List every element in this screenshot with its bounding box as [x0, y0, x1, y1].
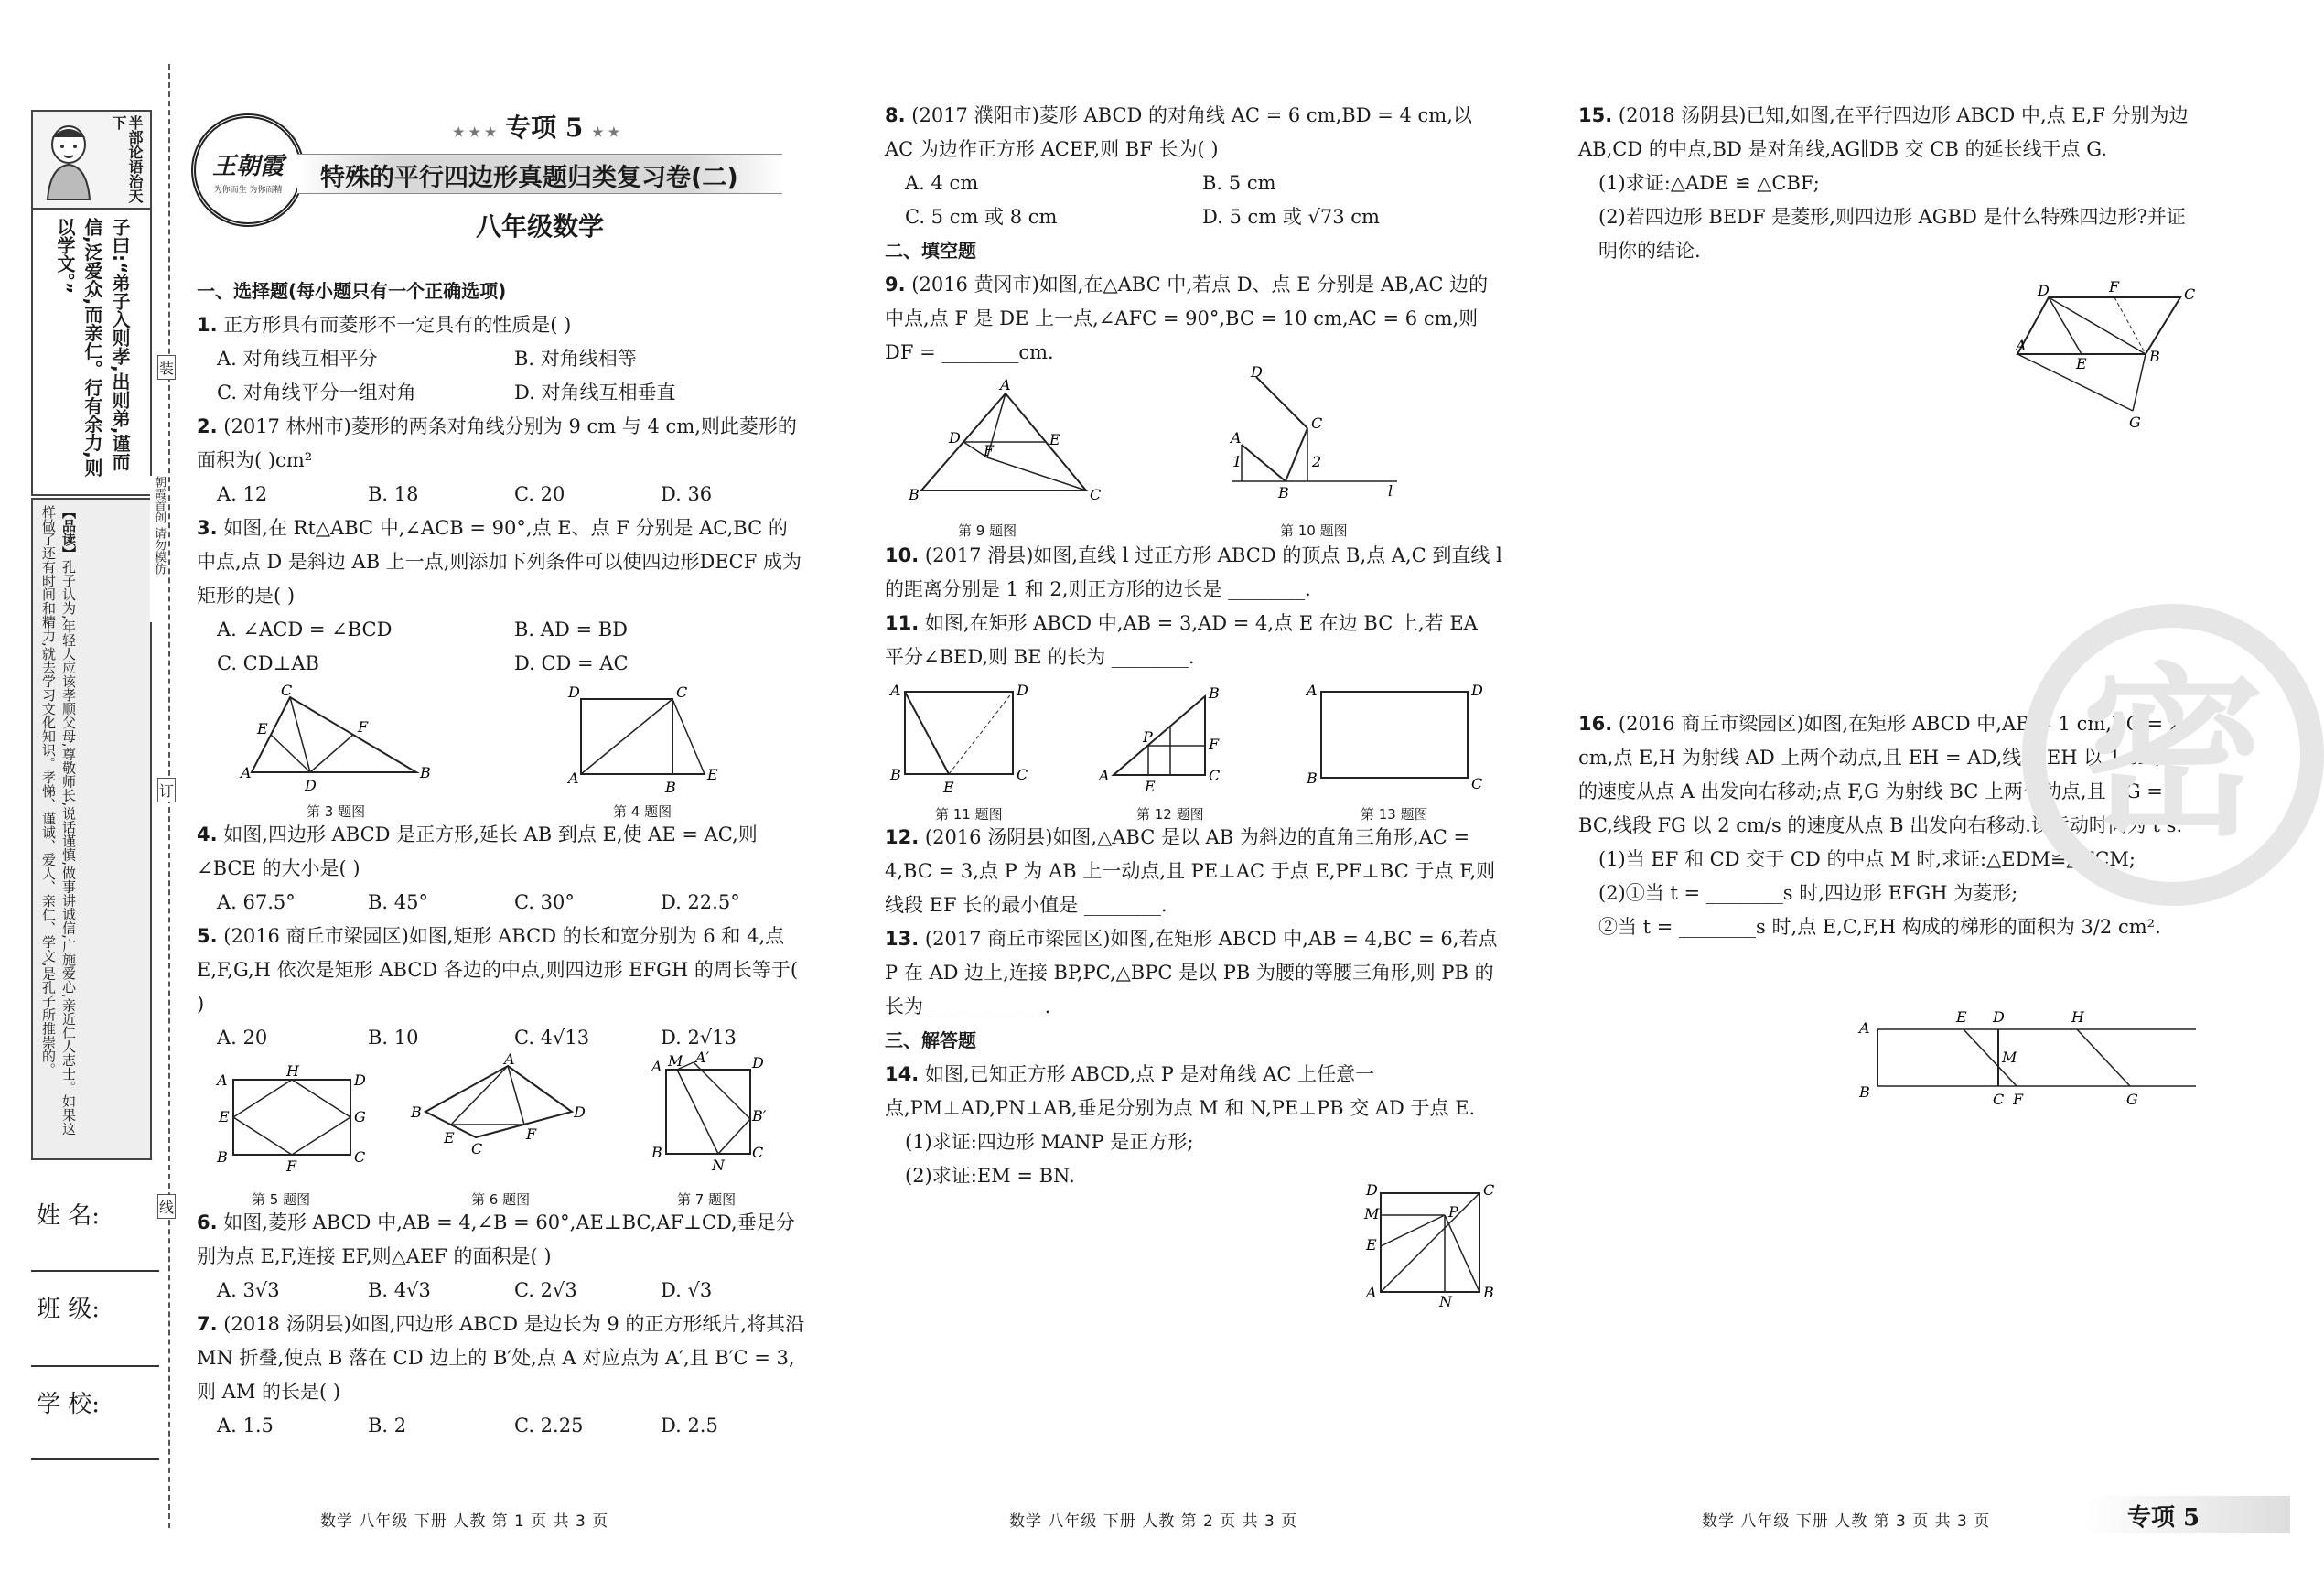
seal-mark-2: 订: [157, 778, 176, 802]
svg-text:E: E: [943, 779, 954, 796]
q2-option-d[interactable]: D. 36: [661, 483, 713, 505]
figure-3: [233, 681, 471, 800]
svg-text:B: B: [890, 766, 901, 783]
svg-text:A: A: [217, 1071, 228, 1089]
svg-text:F: F: [358, 718, 369, 736]
figure-6-caption: 第 6 题图: [471, 1191, 531, 1208]
figures-5-6-7: [197, 1049, 805, 1208]
figure-7-caption: 第 7 题图: [677, 1191, 737, 1208]
svg-text:P: P: [1143, 728, 1153, 746]
question-11: 11. 如图,在矩形 ABCD 中,AB = 3,AD = 4,点 E 在边 BC 上,若 EA 平分∠BED,则 BE 的长为 ________.: [885, 612, 1478, 668]
q7-option-d[interactable]: D. 2.5: [661, 1415, 718, 1437]
svg-text:2: 2: [1312, 453, 1322, 470]
svg-text:B: B: [1483, 1284, 1494, 1301]
q2-option-c[interactable]: C. 20: [514, 483, 565, 505]
q8-options-2: [885, 200, 1502, 234]
q15-part-2: (2)若四边形 BEDF 是菱形,则四边形 AGBD 是什么特殊四边形?并证明你的结论.: [1598, 206, 2186, 262]
svg-text:A: A: [1000, 376, 1011, 393]
figure-11: [885, 679, 1040, 798]
q5-option-c[interactable]: C. 4√13: [514, 1027, 590, 1049]
svg-text:E: E: [219, 1108, 230, 1125]
school-label: 学 校:: [37, 1391, 101, 1418]
q3-options-2: [197, 647, 805, 681]
question-4: 4. 如图,四边形 ABCD 是正方形,延长 AB 到点 E,使 AE = AC,则∠BCE 的大小是( ): [197, 823, 758, 879]
svg-text:A: A: [1231, 429, 1242, 447]
svg-text:D: D: [568, 683, 580, 701]
q15-part-1: (1)求证:△ADE ≌ △CBF;: [1598, 172, 1820, 194]
q4-options: [197, 886, 805, 920]
figure-6: [407, 1050, 586, 1174]
figure-5-caption: 第 5 题图: [252, 1191, 311, 1208]
svg-text:B: B: [651, 1144, 662, 1161]
q16-part-1: (1)当 EF 和 CD 交于 CD 的中点 M 时,求证:△EDM≌△FCM;: [1598, 848, 2136, 870]
q6-option-a[interactable]: A. 3√3: [217, 1279, 280, 1301]
svg-text:B: B: [665, 779, 676, 796]
q1-option-a[interactable]: A. 对角线互相平分: [217, 348, 378, 370]
figure-12: [1095, 674, 1251, 798]
watermark-seal: [2022, 604, 2324, 906]
svg-text:C: C: [1993, 1091, 2005, 1108]
left-margin: [0, 0, 174, 1593]
figure-4-caption: 第 4 题图: [613, 803, 672, 820]
seal-mark-3: 线: [157, 1194, 176, 1219]
svg-text:F: F: [286, 1157, 297, 1175]
svg-text:N: N: [712, 1157, 725, 1174]
svg-text:D: D: [1017, 682, 1028, 699]
reading-label: 【品读】: [60, 505, 77, 560]
q1-options-2: [197, 376, 805, 410]
watermark-char: 密: [2081, 648, 2265, 861]
figure-10-caption: 第 10 题图: [1280, 522, 1348, 539]
svg-text:M: M: [1364, 1205, 1380, 1222]
svg-text:G: G: [2129, 414, 2141, 431]
q1-option-c[interactable]: C. 对角线平分一组对角: [217, 382, 416, 404]
figures-3-4: [197, 681, 805, 818]
figure-15: [2017, 279, 2219, 435]
question-16: 16. (2016 商丘市梁园区)如图,在矩形 ABCD 中,AB = 1 cm,BC = 2 cm,点 E,H 为射线 AD 上两个动点,且 EH = AD,线段 EH 以 1 cm/s 的速度从点 A 出发向右移动;点 F,G 为射线 BC 上两个动点,且 FG = BC,线段 FG 以 2 cm/s 的速度从点 B 出发向右移动.设运动时间为 t s.: [1578, 713, 2183, 836]
svg-text:C: C: [1311, 414, 1323, 432]
question-15: 15. (2018 汤阴县)已知,如图,在平行四边形 ABCD 中,点 E,F 分别为边 AB,CD 的中点,BD 是对角线,AG∥DB 交 CB 的延长线于点 G.: [1578, 104, 2189, 160]
svg-text:l: l: [1388, 482, 1393, 500]
svg-text:C: C: [281, 682, 293, 699]
q5-option-b[interactable]: B. 10: [368, 1027, 419, 1049]
svg-text:C: C: [354, 1148, 366, 1166]
question-7: 7. (2018 汤阴县)如图,四边形 ABCD 是边长为 9 的正方形纸片,将其沿 MN 折叠,使点 B 落在 CD 边上的 B′处,点 A 对应点为 A′,且 B′C = 3,则 AM 的长是( ): [197, 1313, 805, 1403]
svg-text:F: F: [984, 442, 995, 459]
copyright-note: 朝霞首创 请勿模仿: [150, 476, 167, 622]
q4-option-b[interactable]: B. 45°: [368, 891, 429, 913]
svg-text:D: D: [354, 1071, 366, 1089]
figure-16: [1857, 1002, 2205, 1112]
svg-text:A: A: [1859, 1019, 1870, 1037]
q7-option-c[interactable]: C. 2.25: [514, 1415, 584, 1437]
svg-text:P: P: [1448, 1203, 1458, 1221]
svg-text:D: D: [2038, 282, 2050, 299]
q14-part-1: (1)求证:四边形 MANP 是正方形;: [905, 1131, 1194, 1153]
svg-text:F: F: [1209, 736, 1220, 753]
svg-text:E: E: [1145, 778, 1156, 795]
svg-text:B: B: [909, 486, 920, 503]
logo-badge: [191, 113, 305, 227]
figure-4: [563, 681, 746, 800]
svg-text:B′: B′: [752, 1107, 767, 1125]
question-6: 6. 如图,菱形 ABCD 中,AB = 4,∠B = 60°,AE⊥BC,AF⊥CD,垂足分别为点 E,F,连接 EF,则△AEF 的面积是( ): [197, 1211, 795, 1267]
page-title: 特殊的平行四边形真题归类复习卷(二): [320, 164, 738, 192]
figure-9-caption: 第 9 题图: [958, 522, 1017, 539]
q4-option-d[interactable]: D. 22.5°: [661, 891, 740, 913]
svg-text:E: E: [1366, 1236, 1377, 1254]
svg-text:A: A: [568, 770, 579, 787]
svg-text:C: C: [676, 683, 688, 701]
svg-text:D: D: [1993, 1008, 2005, 1026]
svg-text:C: C: [752, 1144, 764, 1161]
logo-slogan: 为你而生 为你而精: [213, 186, 283, 195]
reading-body: 孔子认为,年轻人应该孝顺父母,尊敬师长,说话谨慎,做事讲诚信,广施爱心,亲近仁人志士。如果这样做了还有时间和精力,就去学习文化知识。孝悌、谨诚、爱人、亲仁、学文,是孔子所推崇的。: [40, 505, 77, 1136]
topic-text: 专项 5: [505, 113, 584, 143]
footer-page-2: 数学 八年级 下册 人教 第 2 页 共 3 页: [1009, 1512, 1298, 1531]
svg-text:C: C: [1017, 766, 1028, 783]
q7-option-a[interactable]: A. 1.5: [217, 1415, 274, 1437]
figure-11-caption: 第 11 题图: [935, 806, 1003, 823]
q16-part-3: ②当 t = ________s 时,点 E,C,F,H 构成的梯形的面积为 3/2 cm².: [1598, 916, 2161, 938]
figure-10: [1223, 363, 1406, 507]
section-1-title: 一、选择题(每小题只有一个正确选项): [197, 280, 507, 302]
svg-text:C: C: [1090, 486, 1102, 503]
svg-text:E: E: [257, 720, 268, 737]
figure-13: [1301, 679, 1493, 798]
svg-text:A: A: [1099, 767, 1110, 784]
star-icon: ★ ★ ★: [453, 125, 497, 140]
header: [188, 101, 810, 256]
svg-text:E: E: [1956, 1008, 1967, 1026]
q5-option-a[interactable]: A. 20: [217, 1027, 268, 1049]
figures-9-10: [885, 363, 1502, 539]
question-5: 5. (2016 商丘市梁园区)如图,矩形 ABCD 的长和宽分别为 6 和 4,点 E,F,G,H 依次是矩形 ABCD 各边的中点,则四边形 EFGH 的周长等于( ): [197, 925, 799, 1015]
q1-option-b[interactable]: B. 对角线相等: [514, 348, 637, 370]
star-icon: ★ ★: [592, 125, 620, 140]
logo-text: 王朝霞: [211, 153, 284, 180]
svg-text:A′: A′: [695, 1049, 710, 1066]
svg-text:A: A: [1366, 1284, 1377, 1301]
svg-text:M: M: [2002, 1049, 2017, 1066]
q8-option-b[interactable]: B. 5 cm: [1202, 172, 1276, 194]
question-9: 9. (2016 黄冈市)如图,在△ABC 中,若点 D、点 E 分别是 AB,AC 边的中点,点 F 是 DE 上一点,∠AFC = 90°,BC = 10 cm,AC = 6 cm,则 DF = ________cm.: [885, 274, 1489, 363]
footer-page-3: 数学 八年级 下册 人教 第 3 页 共 3 页: [1702, 1512, 1991, 1531]
svg-text:F: F: [2109, 278, 2120, 296]
svg-text:D: D: [949, 429, 961, 447]
figure-3-caption: 第 3 题图: [307, 803, 366, 820]
figures-11-12-13: [885, 674, 1502, 821]
question-3: 3. 如图,在 Rt△ABC 中,∠ACB = 90°,点 E、点 F 分别是 AC,BC 的中点,点 D 是斜边 AB 上一点,则添加下列条件可以使四边形DECF 成为矩形的是( ): [197, 517, 802, 607]
q6-option-b[interactable]: B. 4√3: [368, 1279, 431, 1301]
svg-text:D: D: [1471, 682, 1483, 699]
svg-text:C: C: [471, 1140, 483, 1157]
q1-option-d[interactable]: D. 对角线互相垂直: [514, 382, 676, 404]
svg-text:B: B: [217, 1148, 228, 1166]
q3-option-d[interactable]: D. CD = AC: [514, 652, 629, 674]
q3-option-c[interactable]: C. CD⊥AB: [217, 652, 319, 674]
q1-options: [197, 342, 805, 376]
svg-text:F: F: [526, 1125, 537, 1143]
svg-text:A: A: [890, 682, 901, 699]
svg-text:E: E: [2076, 355, 2087, 372]
svg-text:A: A: [504, 1050, 515, 1068]
question-10: 10. (2017 滑县)如图,直线 l 过正方形 ABCD 的顶点 B,点 A,C 到直线 l 的距离分别是 1 和 2,则正方形的边长是 ________.: [885, 544, 1502, 600]
question-2: 2. (2017 林州市)菱形的两条对角线分别为 9 cm 与 4 cm,则此菱形的面积为( )cm²: [197, 415, 797, 471]
figure-13-caption: 第 13 题图: [1361, 806, 1428, 823]
svg-text:B: B: [1859, 1083, 1870, 1101]
q3-options: [197, 613, 805, 647]
q5-options: [197, 1021, 805, 1055]
seal-mark-1: 装: [157, 355, 176, 380]
column-1: [197, 274, 805, 1443]
figure-12-caption: 第 12 题图: [1136, 806, 1204, 823]
svg-text:A: A: [1307, 682, 1318, 699]
svg-text:D: D: [752, 1054, 764, 1071]
footer-page-1: 数学 八年级 下册 人教 第 1 页 共 3 页: [320, 1512, 609, 1531]
q16-part-2: (2)①当 t = ________s 时,四边形 EFGH 为菱形;: [1598, 882, 2018, 904]
figure-5: [206, 1060, 380, 1179]
question-1: 1. 正方形具有而菱形不一定具有的性质是( ): [197, 314, 572, 336]
svg-text:D: D: [305, 777, 317, 794]
section-2-title: 二、填空题: [885, 240, 976, 262]
question-12: 12. (2016 汤阴县)如图,△ABC 是以 AB 为斜边的直角三角形,AC = 4,BC = 3,点 P 为 AB 上一动点,且 PE⊥AC 于点 E,PF⊥BC 于点 F,则线段 EF 长的最小值是 ________.: [885, 826, 1496, 916]
q7-options: [197, 1409, 805, 1443]
svg-text:E: E: [707, 766, 718, 783]
q6-option-c[interactable]: C. 2√3: [514, 1279, 577, 1301]
q2-options: [197, 478, 805, 511]
svg-text:B: B: [411, 1103, 422, 1121]
confucius-portrait: [37, 119, 101, 201]
svg-text:C: C: [2184, 285, 2196, 303]
q8-option-d[interactable]: D. 5 cm 或 √73 cm: [1202, 206, 1380, 228]
topic-label: [453, 108, 619, 145]
svg-text:A: A: [241, 764, 252, 781]
q8-option-c[interactable]: C. 5 cm 或 8 cm: [905, 206, 1058, 228]
svg-text:E: E: [1049, 431, 1060, 448]
svg-text:G: G: [2126, 1091, 2138, 1108]
svg-text:M: M: [668, 1052, 683, 1070]
figure-7: [650, 1049, 778, 1179]
svg-text:C: C: [1471, 775, 1483, 792]
q4-option-a[interactable]: A. 67.5°: [217, 891, 296, 913]
svg-text:A: A: [651, 1058, 662, 1075]
svg-text:B: B: [1209, 684, 1220, 702]
book-title: 半部论语治天下: [110, 115, 144, 203]
svg-text:H: H: [286, 1062, 299, 1080]
svg-text:G: G: [354, 1108, 366, 1125]
q6-options: [197, 1274, 805, 1308]
section-3-title: 三、解答题: [885, 1029, 976, 1051]
svg-text:B: B: [1278, 484, 1289, 501]
q8-option-a[interactable]: A. 4 cm: [905, 172, 979, 194]
q7-option-b[interactable]: B. 2: [368, 1415, 407, 1437]
column-3: [1578, 99, 2196, 268]
svg-text:H: H: [2071, 1008, 2084, 1026]
q2-option-b[interactable]: B. 18: [368, 483, 419, 505]
question-8: 8. (2017 濮阳市)菱形 ABCD 的对角线 AC = 6 cm,BD = 4 cm,以 AC 为边作正方形 ACEF,则 BF 长为( ): [885, 104, 1472, 160]
q4-option-c[interactable]: C. 30°: [514, 891, 575, 913]
svg-text:E: E: [444, 1129, 455, 1146]
svg-text:D: D: [1251, 363, 1263, 381]
q8-options: [885, 167, 1502, 200]
svg-text:D: D: [574, 1103, 586, 1121]
quote-text: 子曰:“弟子入则孝,出则弟,谨而信,泛爱众,而亲仁。行有余力,则以学文。”: [54, 218, 131, 477]
question-14: 14. 如图,已知正方形 ABCD,点 P 是对角线 AC 上任意一点,PM⊥AD,PN⊥AB,垂足分别为点 M 和 N,PE⊥PB 交 AD 于点 E.: [885, 1063, 1476, 1119]
class-underline[interactable]: [31, 1365, 159, 1367]
svg-text:C: C: [1483, 1181, 1495, 1199]
q14-part-2: (2)求证:EM = BN.: [905, 1165, 1075, 1187]
class-label: 班 级:: [37, 1296, 101, 1323]
q5-option-d[interactable]: D. 2√13: [661, 1027, 737, 1049]
svg-text:B: B: [2149, 348, 2160, 365]
column-2: [885, 99, 1502, 1193]
svg-text:C: C: [1209, 767, 1221, 784]
q2-option-a[interactable]: A. 12: [217, 483, 268, 505]
q6-option-d[interactable]: D. √3: [661, 1279, 713, 1301]
reading-text: [38, 505, 79, 1146]
svg-text:B: B: [420, 764, 431, 781]
q3-option-a[interactable]: A. ∠ACD = ∠BCD: [217, 619, 393, 640]
question-13: 13. (2017 商丘市梁园区)如图,在矩形 ABCD 中,AB = 4,BC = 6,若点 P 在 AD 边上,连接 BP,PC,△BPC 是以 PB 为腰的等腰三角形,则 PB 的长为 ____________.: [885, 928, 1498, 1017]
page-subtitle: 八年级数学: [476, 211, 605, 242]
svg-text:B: B: [1307, 770, 1318, 787]
name-underline[interactable]: [31, 1270, 159, 1272]
figure-14: [1359, 1180, 1496, 1308]
school-underline[interactable]: [31, 1458, 159, 1460]
figure-9: [903, 376, 1114, 507]
svg-text:A: A: [2016, 337, 2027, 354]
name-label: 姓 名:: [37, 1202, 101, 1230]
svg-text:D: D: [1366, 1181, 1378, 1199]
svg-text:F: F: [2013, 1091, 2024, 1108]
svg-text:N: N: [1439, 1293, 1452, 1310]
footer-tag: 专项 5: [2127, 1504, 2200, 1532]
svg-text:1: 1: [1232, 453, 1243, 470]
q3-option-b[interactable]: B. AD = BD: [514, 619, 629, 640]
